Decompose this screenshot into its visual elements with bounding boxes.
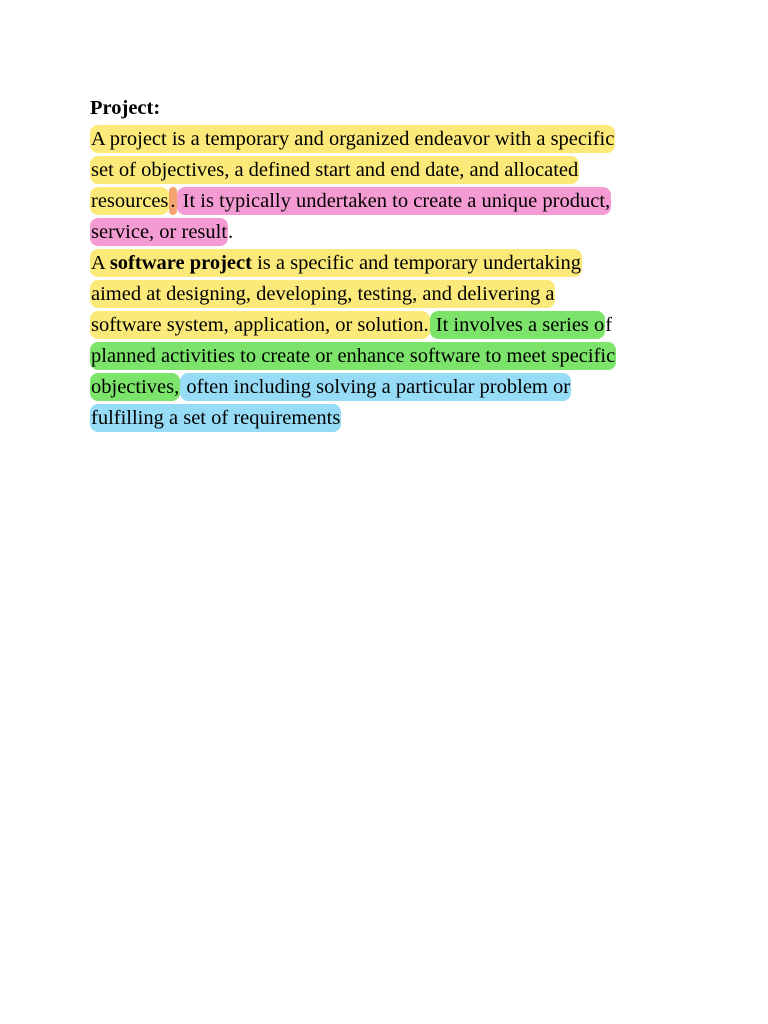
- highlight-pink: It is typically undertaken to create a unique product,: [177, 187, 612, 215]
- paragraph1-line4: [90, 217, 690, 248]
- highlight-green: It involves a series o: [430, 311, 606, 339]
- paragraph1-line2: [90, 155, 690, 186]
- highlight-yellow: [90, 249, 582, 277]
- paragraph1-line3: [90, 186, 690, 217]
- highlight-green: objectives,: [90, 373, 180, 401]
- highlight-pink: service, or result: [90, 218, 228, 246]
- highlight-blue: often including solving a particular problem or: [180, 373, 571, 401]
- highlight-yellow: aimed at designing, developing, testing, and delivering a: [90, 280, 555, 308]
- highlight-overlap: .: [169, 187, 176, 215]
- section-heading: Project:: [90, 97, 161, 119]
- paragraph2-line3: [90, 310, 690, 341]
- highlight-yellow: set of objectives, a defined start and end date, and allocated: [90, 156, 579, 184]
- paragraph2-line2: [90, 279, 690, 310]
- bold-term: software project: [109, 252, 252, 274]
- highlight-green: planned activities to create or enhance software to meet specific: [90, 342, 616, 370]
- paragraph2-line1: [90, 248, 690, 279]
- paragraph2-line4: [90, 341, 690, 372]
- paragraph1-line1: [90, 124, 690, 155]
- heading-line: [90, 93, 690, 124]
- document-body: [90, 93, 690, 434]
- highlight-blue: fulfilling a set of requirements: [90, 404, 341, 432]
- plain-text: A: [91, 252, 110, 274]
- plain-text: .: [228, 221, 234, 243]
- plain-text: is a specific and temporary undertaking: [251, 252, 581, 274]
- highlight-yellow: A project is a temporary and organized endeavor with a specific: [90, 125, 615, 153]
- highlight-yellow: software system, application, or solution.: [90, 311, 430, 339]
- paragraph2-line5: [90, 372, 690, 403]
- paragraph2-line6: [90, 403, 690, 434]
- highlight-yellow: resources: [90, 187, 169, 215]
- plain-text: f: [605, 314, 613, 336]
